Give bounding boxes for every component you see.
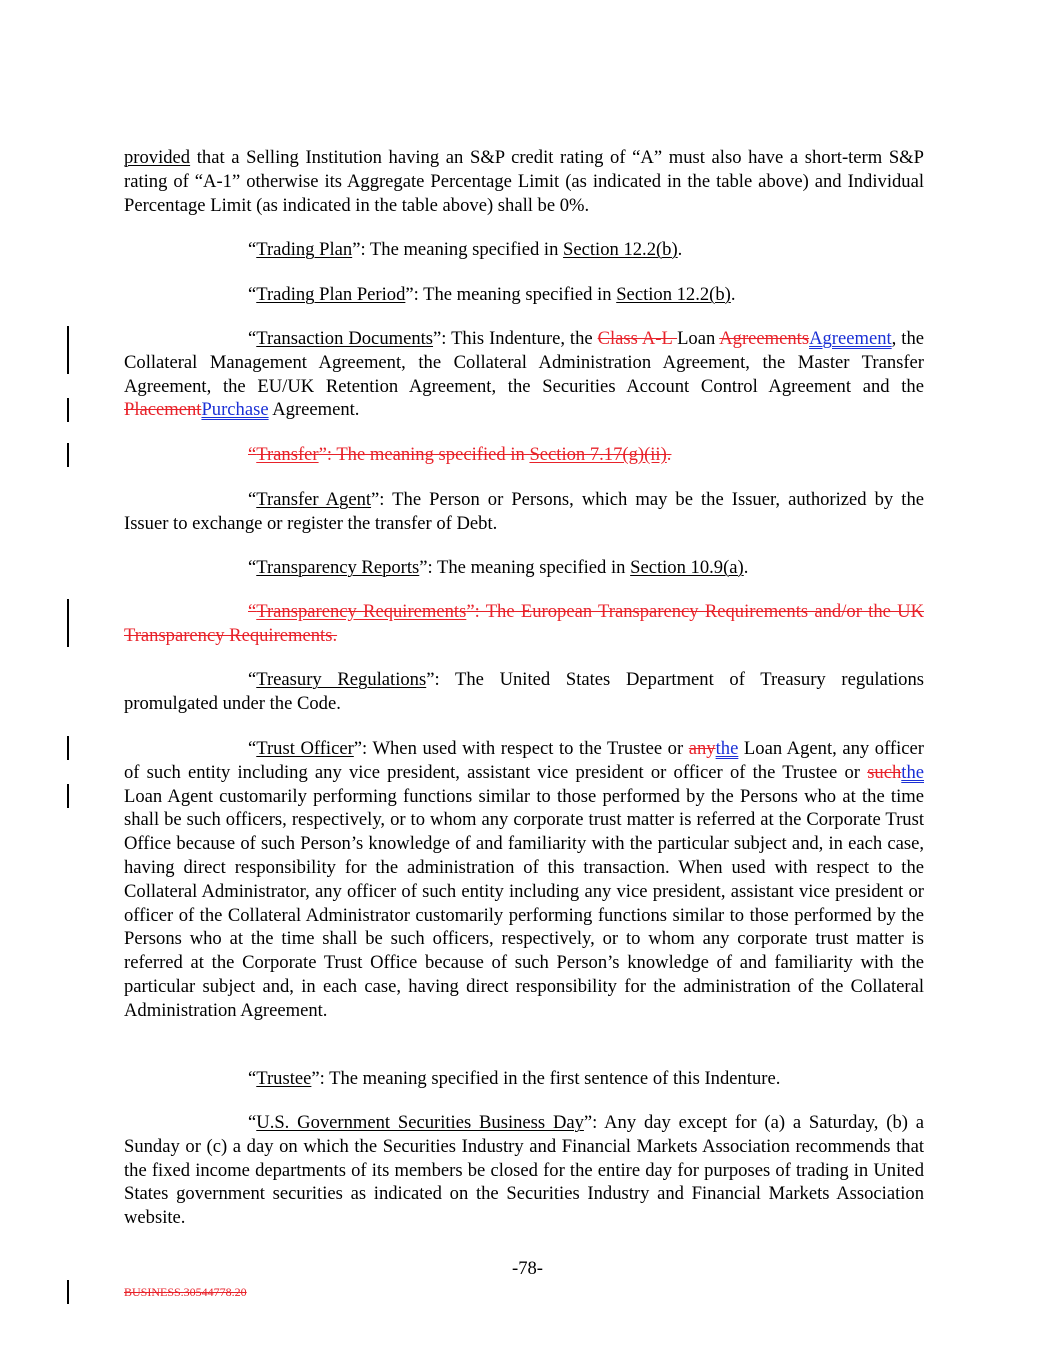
- page-number: -78-: [512, 1258, 543, 1279]
- open-quote: “: [248, 669, 257, 690]
- deleted-text: .: [666, 444, 672, 465]
- defined-term: Trading Plan: [256, 239, 353, 260]
- definition-text: ”: The meaning specified in the first sentence of this Indenture.: [311, 1068, 781, 1089]
- deleted-text: Class A-L: [597, 328, 678, 349]
- section-reference: Section 10.9(a): [630, 557, 744, 578]
- section-reference: Section 7.17(g)(ii): [529, 444, 667, 465]
- intro-paragraph: [124, 146, 924, 217]
- definition-trustee: [124, 1067, 924, 1091]
- open-quote: “: [248, 601, 257, 622]
- defined-term: Transfer Agent: [256, 489, 372, 510]
- open-quote: “: [248, 284, 257, 305]
- definition-transaction-documents: [124, 327, 924, 422]
- definition-treasury-regulations: [124, 668, 924, 716]
- deleted-text: such: [867, 761, 902, 783]
- change-bar: [67, 784, 69, 808]
- definition-transfer-deleted: [124, 443, 924, 467]
- defined-term: Treasury Regulations: [256, 669, 427, 690]
- section-reference: Section 12.2(b): [616, 284, 731, 305]
- change-bar: [67, 443, 69, 467]
- defined-term: Transparency Requirements: [256, 601, 467, 622]
- open-quote: “: [248, 1068, 257, 1089]
- change-bar: [67, 398, 69, 422]
- definition-text: ”: The Person or Persons, which may be the Issuer, authorized by the Issuer to exchange or register the transfer of Debt.: [124, 489, 924, 534]
- definition-transparency-reports: [124, 556, 924, 580]
- definition-text: ”: The meaning specified in: [419, 557, 631, 578]
- defined-term: Transfer: [256, 444, 319, 465]
- defined-term: Transparency Reports: [256, 557, 420, 578]
- definition-trading-plan-period: [124, 283, 924, 307]
- definition-end: .: [730, 284, 736, 305]
- deleted-text: Agreements: [719, 328, 810, 349]
- deleted-text: any: [688, 738, 716, 759]
- change-bar: [67, 736, 69, 760]
- defined-term: Trust Officer: [256, 738, 354, 759]
- change-bar: [67, 599, 69, 647]
- footer-document-id: BUSINESS.30544778.20: [124, 1285, 247, 1299]
- inserted-text: Agreement: [809, 328, 892, 349]
- defined-term: Transaction Documents: [256, 328, 434, 349]
- defined-term: U.S. Government Securities Business Day: [256, 1112, 584, 1133]
- definition-text: Loan Agent, any officer of such entity including any vice president, assistant vice president or officer of the Trustee or: [124, 738, 924, 783]
- definition-us-gov-securities-business-day: [124, 1111, 924, 1230]
- definition-text: , the Collateral Management Agreement, the Collateral Administration Agreement, the Master Transfer Agreement, the EU/UK Retention Agreement, the Securities Account Control Agreement and the: [124, 328, 924, 397]
- open-quote: “: [248, 1112, 257, 1133]
- open-quote: “: [248, 239, 257, 260]
- open-quote: “: [248, 328, 257, 349]
- definition-transfer-agent: [124, 488, 924, 536]
- intro-text: that a Selling Institution having an S&P credit rating of “A” must also have a short-term S&P rating of “A-1” otherwise its Aggregate Percentage Limit (as indicated in the table above) and Individual Percentage Limit (as indicated in the table above) shall be 0%.: [124, 147, 924, 216]
- open-quote: “: [248, 738, 257, 759]
- definition-text: ”: The meaning specified in: [405, 284, 617, 305]
- deleted-text: Placement: [124, 399, 202, 421]
- defined-term: Trustee: [256, 1068, 312, 1089]
- definition-end: .: [743, 557, 749, 578]
- definition-text: Agreement.: [268, 399, 360, 421]
- provided-term: provided: [124, 147, 191, 168]
- definition-text: ”: This Indenture, the: [433, 328, 598, 349]
- inserted-text: Purchase: [201, 399, 269, 421]
- definition-text: Loan: [677, 328, 720, 349]
- open-quote: “: [248, 489, 257, 510]
- definition-trading-plan: [124, 238, 924, 262]
- change-bar: [67, 1280, 69, 1304]
- deleted-text: ”: The meaning specified in: [318, 444, 530, 465]
- deleted-text: ”: The European Transparency Requirements and/or the UK Transparency Requirements.: [124, 601, 924, 646]
- definition-text: ”: Any day except for (a) a Saturday, (b) a Sunday or (c) a day on which the Securities Industry and Financial Markets Association recommends that the fixed income departments of its members be closed for the entire day for purposes of trading in United States government securities as indicated on the Securities Industry and Financial Markets Association website.: [124, 1112, 924, 1229]
- inserted-text: the: [715, 738, 739, 759]
- definition-text: ”: The meaning specified in: [352, 239, 564, 260]
- defined-term: Trading Plan Period: [256, 284, 406, 305]
- section-reference: Section 12.2(b): [563, 239, 678, 260]
- inserted-text: the: [901, 761, 924, 783]
- definition-text: ”: The United States Department of Treasury regulations promulgated under the Code.: [124, 669, 925, 714]
- change-bar: [67, 326, 69, 374]
- definition-text: ”: When used with respect to the Trustee or: [353, 738, 689, 759]
- definition-trust-officer: [124, 737, 924, 1023]
- definition-end: .: [677, 239, 683, 260]
- definition-text: Loan Agent customarily performing functions similar to those performed by the Persons who at the time shall be such officers, respectively, or to whom any corporate trust matter is referred at the Corporate Trust Office because of such Person’s knowledge of and familiarity with the particular subject and, in each case, having direct responsibility for the administration of this transaction. When used with respect to the Collateral Administrator, any officer of such entity including any vice president, assistant vice president or officer of the Collateral Administrator customarily performing functions similar to those performed by the Persons who at the time shall be such officers, respectively, or to whom any corporate trust matter is referred at the Corporate Trust Office because of such Person’s knowledge of and familiarity with the particular subject and, in each case, having direct responsibility for the administration of the Collateral Administration Agreement.: [124, 785, 924, 1021]
- definition-transparency-requirements-deleted: [124, 600, 924, 648]
- open-quote: “: [248, 444, 257, 465]
- open-quote: “: [248, 557, 257, 578]
